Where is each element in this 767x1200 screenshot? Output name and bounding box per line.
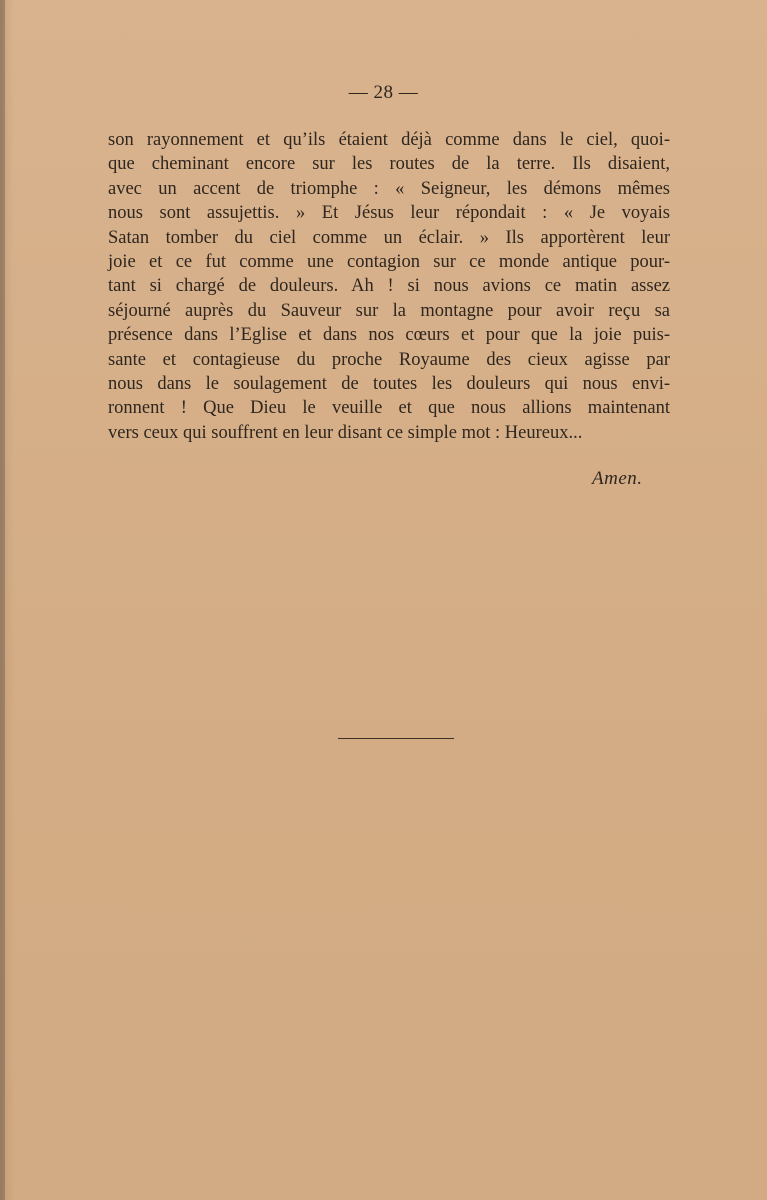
text-line: nous dans le soulagement de toutes les douleurs qui nous envi- xyxy=(108,374,670,395)
text-line: que cheminant encore sur les routes de la terre. Ils disaient, xyxy=(108,154,670,175)
text-line: sante et contagieuse du proche Royaume des cieux agisse par xyxy=(108,349,670,370)
signoff: Amen. xyxy=(592,468,643,489)
text-line: tant si chargé de douleurs. Ah ! si nous avions ce matin assez xyxy=(108,276,670,297)
text-line: présence dans l’Eglise et dans nos cœurs et pour que la joie puis- xyxy=(108,325,670,346)
text-line: ronnent ! Que Dieu le veuille et que nous allions maintenant xyxy=(108,398,670,419)
text-line: séjourné auprès du Sauveur sur la montagne pour avoir reçu sa xyxy=(108,300,670,321)
text-line: vers ceux qui souffrent en leur disant ce simple mot : Heureux... xyxy=(108,422,583,443)
text-line: nous sont assujettis. » Et Jésus leur répondait : « Je voyais xyxy=(108,203,670,224)
section-divider xyxy=(338,738,454,739)
text-line: joie et ce fut comme une contagion sur ce monde antique pour- xyxy=(108,252,670,273)
page-number: — 28 — xyxy=(348,82,419,103)
text-line: son rayonnement et qu’ils étaient déjà comme dans le ciel, quoi- xyxy=(108,130,670,150)
text-line: avec un accent de triomphe : « Seigneur, les démons mêmes xyxy=(108,178,670,199)
text-line: Satan tomber du ciel comme un éclair. » Ils apportèrent leur xyxy=(108,227,670,248)
body-paragraph xyxy=(108,128,670,445)
binding-edge xyxy=(0,0,5,1200)
